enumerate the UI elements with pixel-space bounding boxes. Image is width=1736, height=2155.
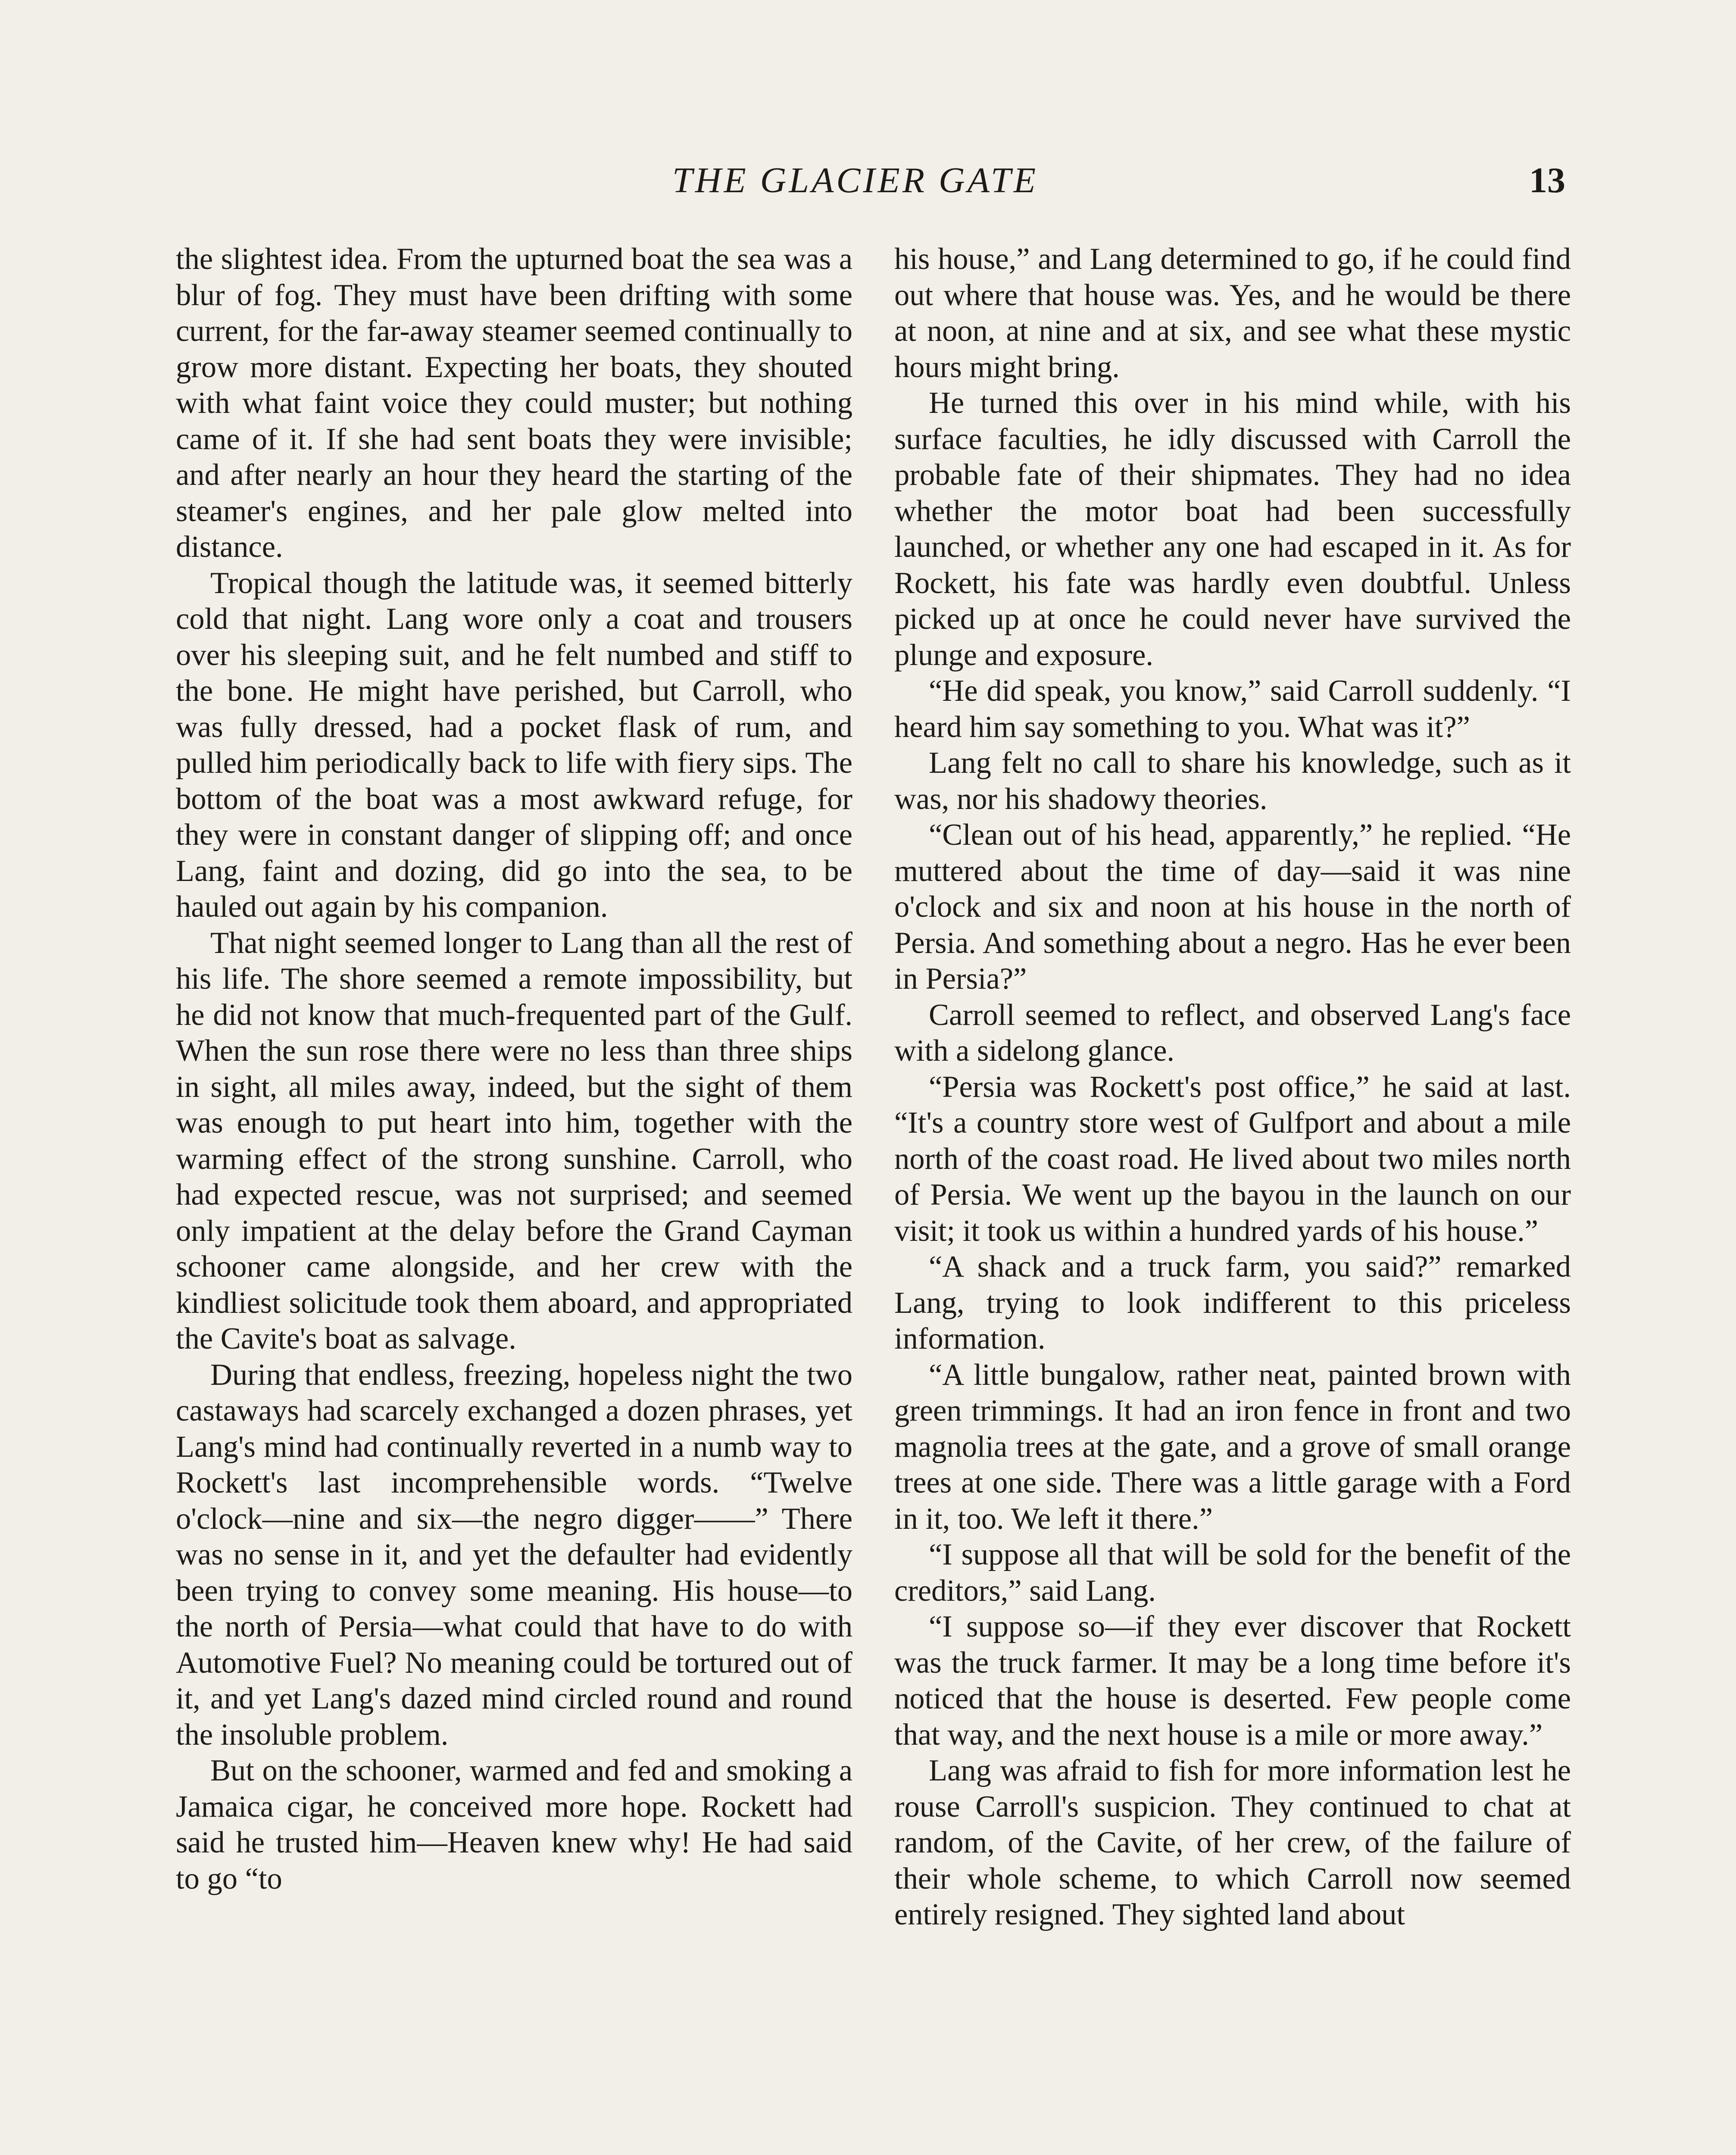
paragraph: “Persia was Rockett's post office,” he said at last. “It's a country store west of Gulfport and about a mile north of the coast road. He lived about two miles north of Persia. We went up the bayou in the launch on our visit; it took us within a hundred yards of his house.”	[894, 1070, 1571, 1248]
paragraph: Carroll seemed to reflect, and observed Lang's face with a sidelong glance.	[894, 998, 1571, 1068]
left-column	[176, 241, 852, 1897]
paragraph: “I suppose so—if they ever discover that Rockett was the truck farmer. It may be a long time before it's noticed that the house is deserted. Few people come that way, and the next house is a mile or more away.”	[894, 1610, 1571, 1752]
right-column	[894, 241, 1571, 1933]
paragraph: Tropical though the latitude was, it seemed bitterly cold that night. Lang wore only a coat and trousers over his sleeping suit, and he felt numbed and stiff to the bone. He might have perished, but Carroll, who was fully dressed, had a pocket flask of rum, and pulled him periodically back to life with fiery sips. The bottom of the boat was a most awkward refuge, for they were in constant danger of slipping off; and once Lang, faint and dozing, did go into the sea, to be hauled out again by his companion.	[176, 566, 852, 924]
paragraph: his house,” and Lang determined to go, if he could find out where that house was. Yes, and he would be there at noon, at nine and at six, and see what these mystic hours might bring.	[894, 242, 1571, 384]
page-header	[0, 159, 1736, 220]
page-number: 13	[1529, 160, 1565, 200]
paragraph: But on the schooner, warmed and fed and smoking a Jamaica cigar, he conceived more hope. Rockett had said he trusted him—Heaven knew why! He had said to go “to	[176, 1754, 852, 1896]
paragraph: “A shack and a truck farm, you said?” remarked Lang, trying to look indifferent to this priceless information.	[894, 1250, 1571, 1355]
paragraph: Lang felt no call to share his knowledge, such as it was, nor his shadowy theories.	[894, 746, 1571, 816]
paragraph: “Clean out of his head, apparently,” he replied. “He muttered about the time of day—said it was nine o'clock and six and noon at his house in the north of Persia. And something about a negro. Has he ever been in Persia?”	[894, 818, 1571, 996]
paragraph: “He did speak, you know,” said Carroll suddenly. “I heard him say something to you. What was it?”	[894, 674, 1571, 744]
paragraph: Lang was afraid to fish for more information lest he rouse Carroll's suspicion. They continued to chat at random, of the Cavite, of her crew, of the failure of their whole scheme, to which Carroll now seemed entirely resigned. They sighted land about	[894, 1754, 1571, 1931]
paragraph: He turned this over in his mind while, with his surface faculties, he idly discussed with Carroll the probable fate of their shipmates. They had no idea whether the motor boat had been successfully launched, or whether any one had escaped in it. As for Rockett, his fate was hardly even doubtful. Unless picked up at once he could never have survived the plunge and exposure.	[894, 386, 1571, 672]
paragraph: the slightest idea. From the upturned boat the sea was a blur of fog. They must have been drifting with some current, for the far-away steamer seemed continually to grow more distant. Expecting her boats, they shouted with what faint voice they could muster; but nothing came of it. If she had sent boats they were invisible; and after nearly an hour they heard the starting of the steamer's engines, and her pale glow melted into distance.	[176, 242, 852, 564]
running-title: THE GLACIER GATE	[672, 160, 1038, 200]
paragraph: That night seemed longer to Lang than all the rest of his life. The shore seemed a remote impossibility, but he did not know that much-frequented part of the Gulf. When the sun rose there were no less than three ships in sight, all miles away, indeed, but the sight of them was enough to put heart into him, together with the warming effect of the strong sunshine. Carroll, who had expected rescue, was not surprised; and seemed only impatient at the delay before the Grand Cayman schooner came alongside, and her crew with the kindliest solicitude took them aboard, and appropriated the Cavite's boat as salvage.	[176, 926, 852, 1355]
paragraph: “A little bungalow, rather neat, painted brown with green trimmings. It had an iron fence in front and two magnolia trees at the gate, and a grove of small orange trees at one side. There was a little garage with a Ford in it, too. We left it there.”	[894, 1358, 1571, 1536]
paragraph: During that endless, freezing, hopeless night the two castaways had scarcely exchanged a dozen phrases, yet Lang's mind had continually reverted in a numb way to Rockett's last incomprehensible words. “Twelve o'clock—nine and six—the negro digger——” There was no sense in it, and yet the defaulter had evidently been trying to convey some meaning. His house—to the north of Persia—what could that have to do with Automotive Fuel? No meaning could be tortured out of it, and yet Lang's dazed mind circled round and round the insoluble problem.	[176, 1358, 852, 1752]
paragraph: “I suppose all that will be sold for the benefit of the creditors,” said Lang.	[894, 1538, 1571, 1608]
